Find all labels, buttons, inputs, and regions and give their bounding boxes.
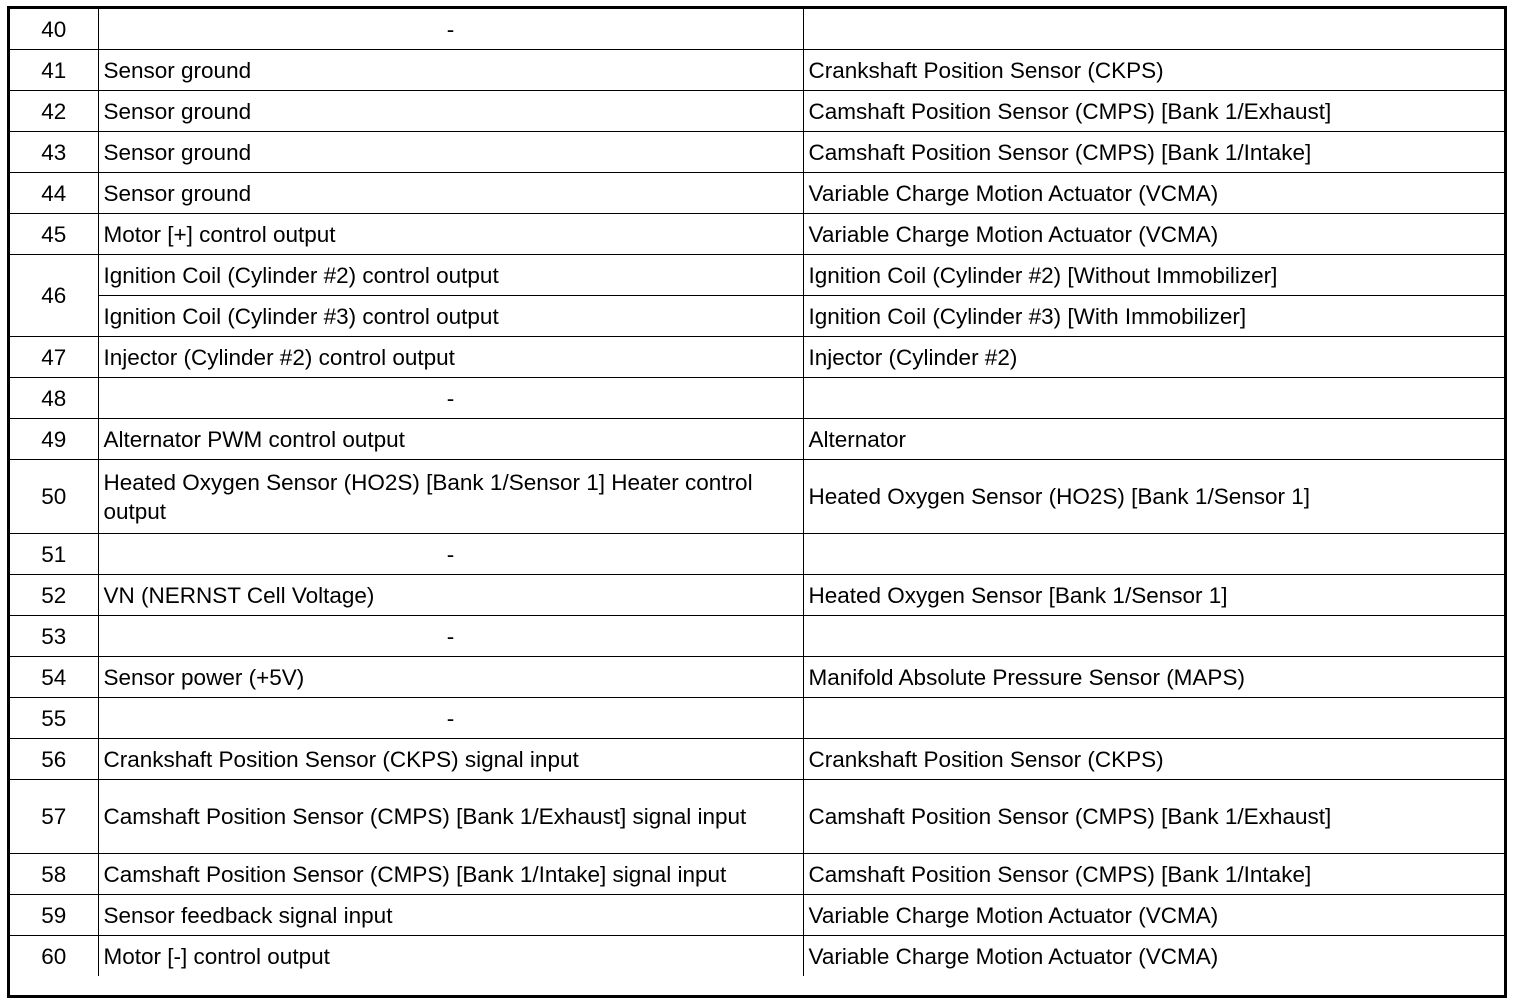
- table-row: [10, 378, 1504, 419]
- table-row: [10, 337, 1504, 378]
- table-row: [10, 419, 1504, 460]
- connected-component: Heated Oxygen Sensor [Bank 1/Sensor 1]: [803, 575, 1504, 616]
- pin-number: 41: [10, 50, 98, 91]
- table-row: [10, 132, 1504, 173]
- pin-description: -: [98, 698, 803, 739]
- pin-description: Camshaft Position Sensor (CMPS) [Bank 1/Exhaust] signal input: [98, 780, 803, 854]
- pin-description: -: [98, 534, 803, 575]
- pin-description: Sensor ground: [98, 50, 803, 91]
- table-row: [10, 50, 1504, 91]
- pin-description: Ignition Coil (Cylinder #2) control output: [98, 255, 803, 296]
- connected-component: Variable Charge Motion Actuator (VCMA): [803, 895, 1504, 936]
- pin-number: 50: [10, 460, 98, 534]
- pin-description: VN (NERNST Cell Voltage): [98, 575, 803, 616]
- table-row: [10, 575, 1504, 616]
- pin-number: 59: [10, 895, 98, 936]
- connected-component: Manifold Absolute Pressure Sensor (MAPS): [803, 657, 1504, 698]
- pin-number: 46: [10, 255, 98, 337]
- pin-description: Heated Oxygen Sensor (HO2S) [Bank 1/Sensor 1] Heater control output: [98, 460, 803, 534]
- connected-component: Variable Charge Motion Actuator (VCMA): [803, 936, 1504, 977]
- pin-table-frame: [7, 6, 1507, 998]
- table-row: [10, 534, 1504, 575]
- connected-component: Variable Charge Motion Actuator (VCMA): [803, 214, 1504, 255]
- table-row: [10, 616, 1504, 657]
- pin-number: 53: [10, 616, 98, 657]
- table-row: [10, 214, 1504, 255]
- connected-component: Camshaft Position Sensor (CMPS) [Bank 1/Intake]: [803, 132, 1504, 173]
- pin-number: 42: [10, 91, 98, 132]
- table-row: [10, 936, 1504, 977]
- pin-number: 54: [10, 657, 98, 698]
- table-row: [10, 91, 1504, 132]
- pin-description: Ignition Coil (Cylinder #3) control output: [98, 296, 803, 337]
- pin-description-table: [10, 9, 1504, 976]
- connected-component: Heated Oxygen Sensor (HO2S) [Bank 1/Sensor 1]: [803, 460, 1504, 534]
- connected-component: Ignition Coil (Cylinder #2) [Without Immobilizer]: [803, 255, 1504, 296]
- pin-description: Sensor ground: [98, 91, 803, 132]
- table-row: [10, 739, 1504, 780]
- pin-number: 52: [10, 575, 98, 616]
- connected-component: [803, 9, 1504, 50]
- pin-number: 55: [10, 698, 98, 739]
- table-row: [10, 895, 1504, 936]
- table-row: [10, 854, 1504, 895]
- pin-description: Sensor ground: [98, 132, 803, 173]
- pin-description: Sensor power (+5V): [98, 657, 803, 698]
- connected-component: Injector (Cylinder #2): [803, 337, 1504, 378]
- pin-number: 48: [10, 378, 98, 419]
- connected-component: [803, 698, 1504, 739]
- pin-number: 57: [10, 780, 98, 854]
- connected-component: Camshaft Position Sensor (CMPS) [Bank 1/Exhaust]: [803, 91, 1504, 132]
- table-row: [10, 255, 1504, 296]
- pin-description: Injector (Cylinder #2) control output: [98, 337, 803, 378]
- connected-component: Camshaft Position Sensor (CMPS) [Bank 1/Intake]: [803, 854, 1504, 895]
- connected-component: Crankshaft Position Sensor (CKPS): [803, 50, 1504, 91]
- pin-number: 60: [10, 936, 98, 977]
- pin-description: Crankshaft Position Sensor (CKPS) signal input: [98, 739, 803, 780]
- table-row: [10, 9, 1504, 50]
- connected-component: [803, 534, 1504, 575]
- pin-description: Alternator PWM control output: [98, 419, 803, 460]
- connected-component: Camshaft Position Sensor (CMPS) [Bank 1/Exhaust]: [803, 780, 1504, 854]
- pin-description: Sensor feedback signal input: [98, 895, 803, 936]
- table-row: [10, 657, 1504, 698]
- table-row: [10, 780, 1504, 854]
- table-row: [10, 296, 1504, 337]
- connected-component: Ignition Coil (Cylinder #3) [With Immobilizer]: [803, 296, 1504, 337]
- pin-description: Camshaft Position Sensor (CMPS) [Bank 1/Intake] signal input: [98, 854, 803, 895]
- pin-number: 43: [10, 132, 98, 173]
- connected-component: Variable Charge Motion Actuator (VCMA): [803, 173, 1504, 214]
- connected-component: Crankshaft Position Sensor (CKPS): [803, 739, 1504, 780]
- pin-number: 49: [10, 419, 98, 460]
- pin-number: 45: [10, 214, 98, 255]
- pin-number: 40: [10, 9, 98, 50]
- pin-description: -: [98, 616, 803, 657]
- pin-number: 47: [10, 337, 98, 378]
- pin-number: 51: [10, 534, 98, 575]
- table-row: [10, 460, 1504, 534]
- pin-description: Motor [+] control output: [98, 214, 803, 255]
- pin-number: 58: [10, 854, 98, 895]
- pin-description: Motor [-] control output: [98, 936, 803, 977]
- pin-number: 56: [10, 739, 98, 780]
- connected-component: [803, 616, 1504, 657]
- pin-number: 44: [10, 173, 98, 214]
- connected-component: [803, 378, 1504, 419]
- pin-description: -: [98, 378, 803, 419]
- pin-description: -: [98, 9, 803, 50]
- connected-component: Alternator: [803, 419, 1504, 460]
- table-row: [10, 173, 1504, 214]
- table-row: [10, 698, 1504, 739]
- pin-description: Sensor ground: [98, 173, 803, 214]
